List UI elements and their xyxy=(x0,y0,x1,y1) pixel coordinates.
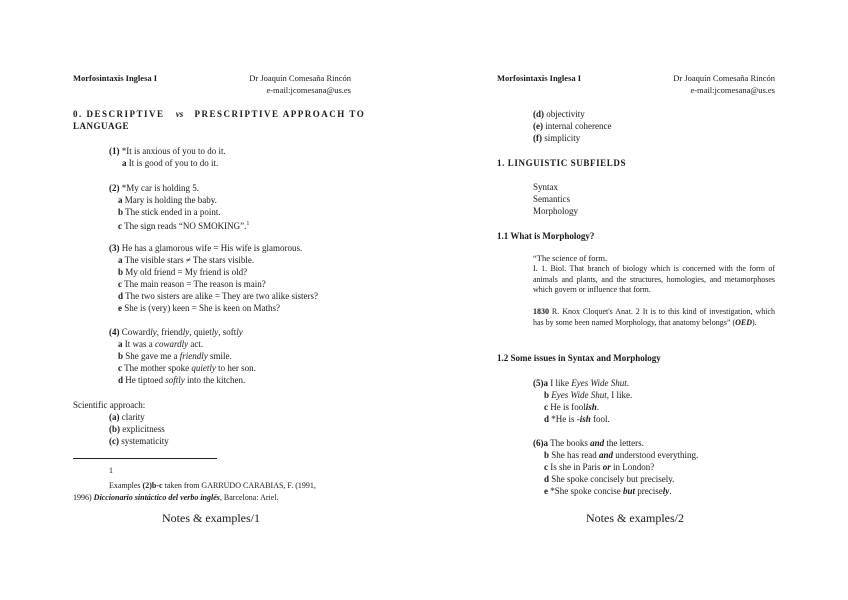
example-5b: b Eyes Wide Shut, I like. xyxy=(544,390,633,400)
header-author: Dr Joaquín Comesaña Rincón xyxy=(673,73,775,83)
example-3: (3) He has a glamorous wife = His wife is glamorous. xyxy=(109,243,303,253)
example-4c: c The mother spoke quietly to her son. xyxy=(118,363,256,373)
example-1a: a It is good of you to do it. xyxy=(122,158,219,168)
example-3c: c The main reason = The reason is main? xyxy=(118,279,266,289)
example-5c: c He is foolish. xyxy=(544,402,600,412)
example-3b: b My old friend = My friend is old? xyxy=(118,267,248,277)
definition-body: I. 1. Biol. That branch of biology which is concerned with the form of animals and plants, and the structures, homologies, and metamorphoses which govern or influence that form. xyxy=(533,264,775,294)
example-1: (1) *It is anxious of you to do it. xyxy=(109,146,226,156)
header-email: e-mail:jcomesana@us.es xyxy=(266,85,351,95)
example-6c: c Is she in Paris or in London? xyxy=(544,462,655,472)
scientific-approach-label: Scientific approach: xyxy=(73,400,146,410)
section-0-heading-cont: LANGUAGE xyxy=(73,121,130,131)
page-footer: Notes & examples/2 xyxy=(586,511,684,525)
subfield-syntax: Syntax xyxy=(533,182,559,192)
page-2 xyxy=(424,0,848,600)
criterion-f: (f) simplicity xyxy=(533,133,581,143)
definition-citation: 1830 R. Knox Cloquet's Anat. 2 It is to this kind of investigation, which has by some been named Morphology, that anatomy belongs” (OED). xyxy=(533,307,775,327)
header-email: e-mail:jcomesana@us.es xyxy=(690,85,775,95)
example-3a: a The visible stars ≠ The stars visible. xyxy=(118,255,255,265)
header-course: Morfosintaxis Inglesa I xyxy=(497,73,582,83)
subfield-morphology: Morphology xyxy=(533,206,578,216)
example-3d: d The two sisters are alike = They are two alike sisters? xyxy=(118,291,318,301)
example-2: (2) *My car is holding 5. xyxy=(109,183,199,193)
section-1-1-heading: 1.1 What is Morphology? xyxy=(497,231,595,241)
criterion-d: (d) objectivity xyxy=(533,109,585,119)
criterion-a: (a) clarity xyxy=(109,412,145,422)
footnote-rule xyxy=(73,458,217,459)
header-author: Dr Joaquín Comesaña Rincón xyxy=(249,73,351,83)
footnote-number: 1 xyxy=(109,466,113,475)
criterion-c: (c) systematicity xyxy=(109,436,169,446)
example-6b: b She has read and understood everything. xyxy=(544,450,699,460)
example-5a: (5)a I like Eyes Wide Shut. xyxy=(533,378,629,388)
example-2a: a Mary is holding the baby. xyxy=(118,195,217,205)
criterion-e: (e) internal coherence xyxy=(533,121,612,131)
header-course: Morfosintaxis Inglesa I xyxy=(73,73,158,83)
example-2c: c The sign reads “NO SMOKING”.$^1$ xyxy=(118,221,250,231)
example-2b: b The stick ended in a point. xyxy=(118,207,221,217)
example-4a: a It was a cowardly act. xyxy=(118,339,204,349)
subfield-semantics: Semantics xyxy=(533,194,570,204)
section-1-2-heading: 1.2 Some issues in Syntax and Morphology xyxy=(497,353,661,363)
example-3e: e She is (very) keen = She is keen on Maths? xyxy=(118,303,281,313)
footnote-text-cont: 1996) Diccionario sintáctico del verbo inglés, Barcelona: Ariel. xyxy=(73,493,279,502)
example-4d: d He tiptoed softly into the kitchen. xyxy=(118,375,246,385)
footnote-text: Examples (2)b-c taken from GARRUDO CARABIAS, F. (1991, xyxy=(109,481,316,490)
criterion-b: (b) explicitness xyxy=(109,424,165,434)
example-6e: e *She spoke concise but precisely. xyxy=(544,486,672,496)
definition-quote-start: “The science of form. xyxy=(533,253,608,263)
example-5d: d *He is -ish fool. xyxy=(544,414,610,424)
example-4b: b She gave me a friendly smile. xyxy=(118,351,232,361)
example-6a: (6)a The books and the letters. xyxy=(533,438,644,448)
footnote-ref[interactable]: 1 xyxy=(246,221,250,227)
page-footer: Notes & examples/1 xyxy=(162,511,260,525)
example-4: (4) Cowardly, friendly, quietly, softly xyxy=(109,327,243,337)
section-1-heading: 1. LINGUISTIC SUBFIELDS xyxy=(497,158,627,168)
section-0-heading: 0. DESCRIPTIVE vs PRESCRIPTIVE APPROACH TO xyxy=(73,109,366,119)
example-6d: d She spoke concisely but precisely. xyxy=(544,474,675,484)
